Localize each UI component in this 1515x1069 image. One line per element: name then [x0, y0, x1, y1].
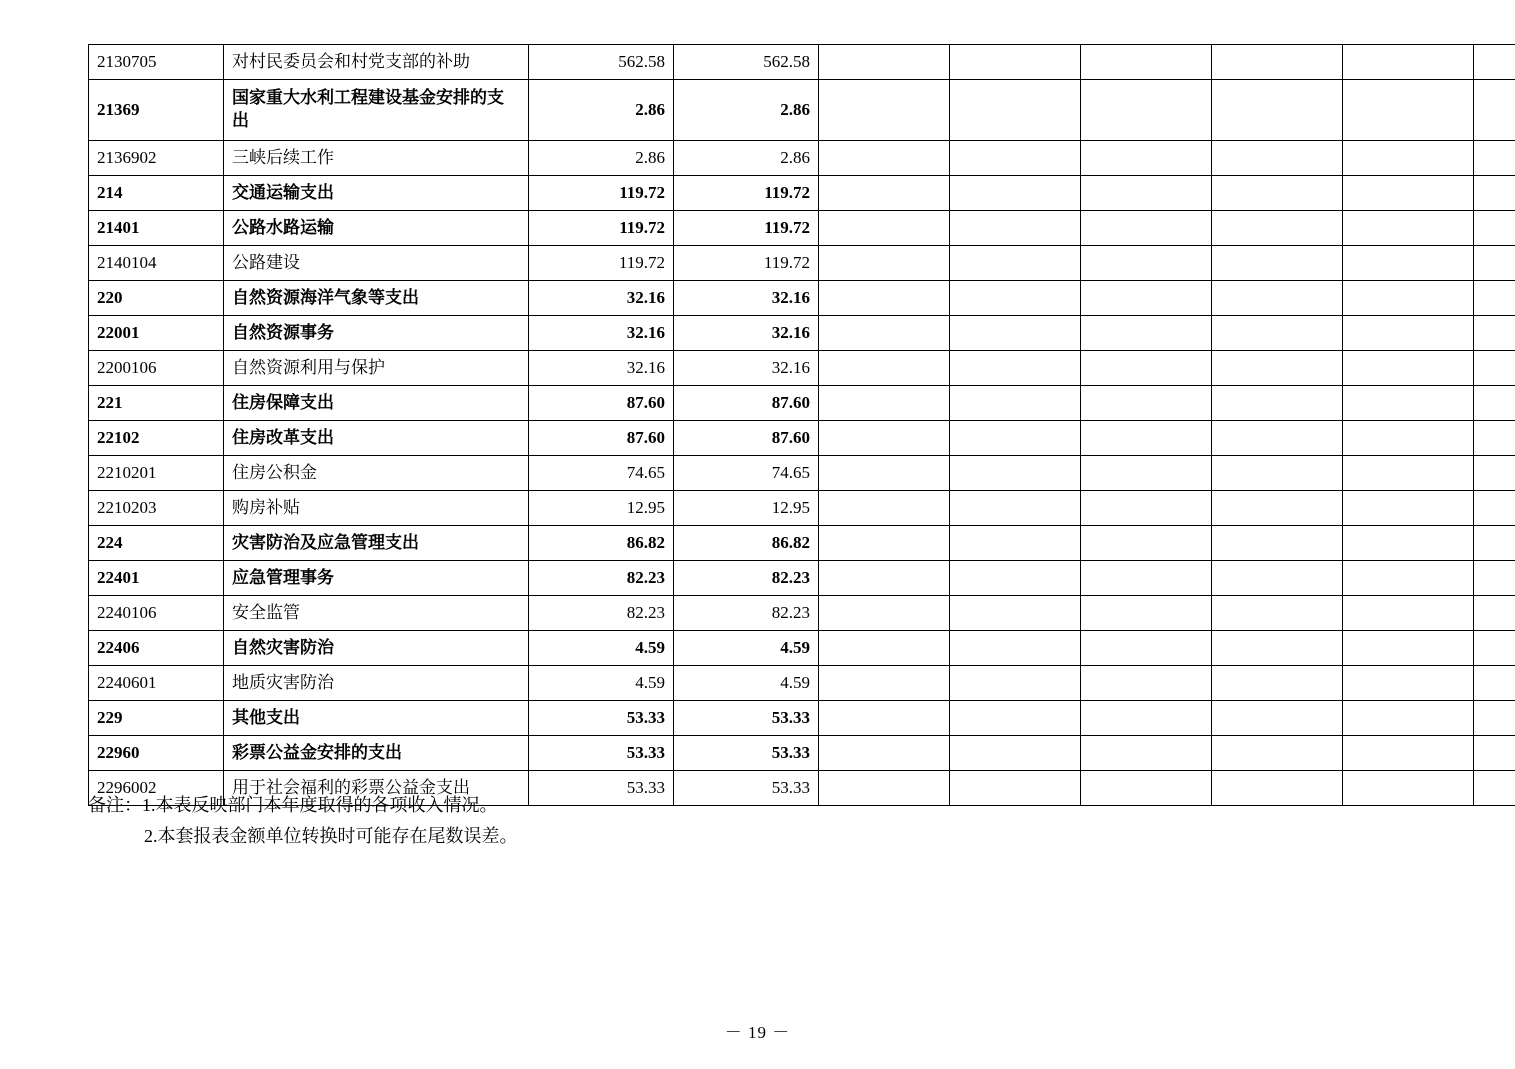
- cell-code: 22401: [89, 561, 224, 596]
- cell-value-1: 86.82: [529, 526, 674, 561]
- cell-value-1: 82.23: [529, 561, 674, 596]
- cell-value-1: 4.59: [529, 631, 674, 666]
- cell-empty: [1343, 596, 1474, 631]
- cell-empty: [1474, 736, 1515, 771]
- cell-value-2: 2.86: [674, 141, 819, 176]
- cell-name: 自然资源利用与保护: [224, 351, 529, 386]
- cell-empty: [1474, 316, 1515, 351]
- cell-empty: [1081, 351, 1212, 386]
- cell-empty: [819, 631, 950, 666]
- cell-code: 2240601: [89, 666, 224, 701]
- table-row: [89, 631, 1515, 666]
- cell-empty: [1212, 631, 1343, 666]
- cell-name: 自然灾害防治: [224, 631, 529, 666]
- cell-name: 安全监管: [224, 596, 529, 631]
- cell-empty: [1474, 561, 1515, 596]
- cell-empty: [1081, 386, 1212, 421]
- cell-empty: [1081, 631, 1212, 666]
- table-row: [89, 176, 1515, 211]
- cell-name: 自然资源海洋气象等支出: [224, 281, 529, 316]
- cell-name: 对村民委员会和村党支部的补助: [224, 45, 529, 80]
- cell-empty: [950, 631, 1081, 666]
- cell-code: 21369: [89, 80, 224, 141]
- cell-value-1: 32.16: [529, 316, 674, 351]
- cell-empty: [1212, 141, 1343, 176]
- note-line-2: 2.本套报表金额单位转换时可能存在尾数误差。: [144, 825, 518, 846]
- cell-empty: [1081, 141, 1212, 176]
- cell-value-2: 12.95: [674, 491, 819, 526]
- cell-empty: [1343, 701, 1474, 736]
- table-row: [89, 316, 1515, 351]
- cell-empty: [950, 176, 1081, 211]
- cell-name: 国家重大水利工程建设基金安排的支出: [224, 80, 529, 141]
- cell-code: 22960: [89, 736, 224, 771]
- cell-value-2: 119.72: [674, 211, 819, 246]
- cell-code: 2136902: [89, 141, 224, 176]
- cell-empty: [1212, 666, 1343, 701]
- cell-value-1: 2.86: [529, 141, 674, 176]
- cell-name: 彩票公益金安排的支出: [224, 736, 529, 771]
- cell-empty: [819, 45, 950, 80]
- cell-value-2: 32.16: [674, 351, 819, 386]
- cell-empty: [1474, 631, 1515, 666]
- cell-name: 用于社会福利的彩票公益金支出: [224, 771, 529, 806]
- cell-value-2: 74.65: [674, 456, 819, 491]
- cell-empty: [819, 176, 950, 211]
- cell-empty: [1474, 596, 1515, 631]
- cell-name: 购房补贴: [224, 491, 529, 526]
- cell-empty: [1343, 351, 1474, 386]
- cell-empty: [1081, 45, 1212, 80]
- cell-empty: [1343, 631, 1474, 666]
- cell-empty: [1343, 176, 1474, 211]
- cell-empty: [1081, 456, 1212, 491]
- table-row: [89, 526, 1515, 561]
- table-row: [89, 281, 1515, 316]
- cell-empty: [1212, 316, 1343, 351]
- cell-empty: [1474, 666, 1515, 701]
- table-row: [89, 456, 1515, 491]
- cell-empty: [1081, 561, 1212, 596]
- cell-name: 住房改革支出: [224, 421, 529, 456]
- cell-empty: [950, 666, 1081, 701]
- cell-code: 224: [89, 526, 224, 561]
- cell-value-1: 119.72: [529, 211, 674, 246]
- cell-value-2: 82.23: [674, 596, 819, 631]
- cell-code: 221: [89, 386, 224, 421]
- cell-empty: [950, 246, 1081, 281]
- cell-empty: [950, 596, 1081, 631]
- expenditure-table: [88, 44, 1515, 806]
- cell-empty: [1343, 246, 1474, 281]
- cell-empty: [1343, 316, 1474, 351]
- cell-empty: [1474, 526, 1515, 561]
- cell-empty: [1474, 386, 1515, 421]
- cell-empty: [950, 351, 1081, 386]
- cell-empty: [1212, 491, 1343, 526]
- cell-name: 三峡后续工作: [224, 141, 529, 176]
- cell-empty: [1081, 701, 1212, 736]
- cell-empty: [1474, 176, 1515, 211]
- cell-empty: [1474, 80, 1515, 141]
- cell-code: 2210203: [89, 491, 224, 526]
- cell-value-2: 53.33: [674, 771, 819, 806]
- cell-empty: [1081, 421, 1212, 456]
- cell-value-1: 119.72: [529, 246, 674, 281]
- cell-empty: [1212, 421, 1343, 456]
- cell-empty: [950, 141, 1081, 176]
- cell-empty: [950, 45, 1081, 80]
- table-row: [89, 736, 1515, 771]
- cell-empty: [1343, 211, 1474, 246]
- cell-empty: [1212, 176, 1343, 211]
- cell-value-2: 4.59: [674, 631, 819, 666]
- cell-empty: [1474, 211, 1515, 246]
- cell-value-2: 32.16: [674, 316, 819, 351]
- cell-name: 公路建设: [224, 246, 529, 281]
- cell-name: 其他支出: [224, 701, 529, 736]
- table-row: [89, 701, 1515, 736]
- cell-empty: [819, 316, 950, 351]
- cell-empty: [819, 421, 950, 456]
- cell-value-1: 74.65: [529, 456, 674, 491]
- table-row: [89, 351, 1515, 386]
- cell-code: 22102: [89, 421, 224, 456]
- cell-name: 地质灾害防治: [224, 666, 529, 701]
- table-row: [89, 211, 1515, 246]
- cell-name: 住房公积金: [224, 456, 529, 491]
- cell-empty: [1474, 421, 1515, 456]
- cell-value-1: 119.72: [529, 176, 674, 211]
- cell-empty: [1343, 45, 1474, 80]
- cell-empty: [819, 526, 950, 561]
- cell-empty: [950, 316, 1081, 351]
- cell-empty: [950, 701, 1081, 736]
- cell-code: 2140104: [89, 246, 224, 281]
- cell-value-1: 32.16: [529, 351, 674, 386]
- cell-name: 公路水路运输: [224, 211, 529, 246]
- cell-empty: [1081, 246, 1212, 281]
- table-row: [89, 421, 1515, 456]
- cell-value-2: 87.60: [674, 386, 819, 421]
- cell-value-1: 87.60: [529, 386, 674, 421]
- cell-empty: [950, 211, 1081, 246]
- cell-code: 2130705: [89, 45, 224, 80]
- cell-empty: [950, 80, 1081, 141]
- cell-empty: [1081, 176, 1212, 211]
- cell-code: 2210201: [89, 456, 224, 491]
- cell-empty: [1474, 246, 1515, 281]
- cell-code: 2240106: [89, 596, 224, 631]
- cell-empty: [819, 351, 950, 386]
- cell-empty: [950, 456, 1081, 491]
- table-row: [89, 141, 1515, 176]
- cell-empty: [819, 561, 950, 596]
- cell-empty: [1474, 771, 1515, 806]
- table-row: [89, 45, 1515, 80]
- table-row: [89, 80, 1515, 141]
- cell-empty: [1474, 351, 1515, 386]
- cell-empty: [1212, 211, 1343, 246]
- cell-empty: [819, 596, 950, 631]
- cell-empty: [1212, 45, 1343, 80]
- cell-name: 交通运输支出: [224, 176, 529, 211]
- cell-code: 229: [89, 701, 224, 736]
- cell-empty: [1343, 80, 1474, 141]
- cell-empty: [1081, 596, 1212, 631]
- cell-empty: [1212, 561, 1343, 596]
- cell-empty: [819, 281, 950, 316]
- cell-code: 220: [89, 281, 224, 316]
- cell-value-1: 562.58: [529, 45, 674, 80]
- table-row: [89, 666, 1515, 701]
- table-row: [89, 386, 1515, 421]
- cell-value-2: 87.60: [674, 421, 819, 456]
- cell-empty: [1343, 281, 1474, 316]
- cell-name: 灾害防治及应急管理支出: [224, 526, 529, 561]
- cell-code: 214: [89, 176, 224, 211]
- cell-empty: [1212, 526, 1343, 561]
- cell-value-2: 86.82: [674, 526, 819, 561]
- cell-empty: [1343, 491, 1474, 526]
- cell-empty: [1474, 45, 1515, 80]
- cell-empty: [1343, 736, 1474, 771]
- cell-value-1: 87.60: [529, 421, 674, 456]
- cell-value-2: 119.72: [674, 176, 819, 211]
- cell-code: 2200106: [89, 351, 224, 386]
- cell-empty: [1212, 281, 1343, 316]
- cell-empty: [1474, 701, 1515, 736]
- cell-value-2: 119.72: [674, 246, 819, 281]
- cell-value-1: 53.33: [529, 701, 674, 736]
- table-row: [89, 246, 1515, 281]
- table-notes: [88, 790, 1428, 851]
- cell-value-1: 53.33: [529, 771, 674, 806]
- cell-empty: [1081, 666, 1212, 701]
- cell-empty: [819, 386, 950, 421]
- cell-value-2: 32.16: [674, 281, 819, 316]
- cell-value-1: 12.95: [529, 491, 674, 526]
- cell-empty: [950, 526, 1081, 561]
- cell-empty: [1212, 736, 1343, 771]
- cell-empty: [819, 141, 950, 176]
- cell-empty: [819, 211, 950, 246]
- cell-empty: [1081, 316, 1212, 351]
- cell-value-1: 2.86: [529, 80, 674, 141]
- cell-value-2: 2.86: [674, 80, 819, 141]
- cell-empty: [1212, 351, 1343, 386]
- cell-empty: [1212, 456, 1343, 491]
- page-number: － 19 －: [724, 1023, 791, 1042]
- cell-value-1: 4.59: [529, 666, 674, 701]
- cell-value-2: 562.58: [674, 45, 819, 80]
- cell-empty: [819, 80, 950, 141]
- cell-empty: [1212, 386, 1343, 421]
- cell-empty: [1081, 281, 1212, 316]
- cell-empty: [1343, 526, 1474, 561]
- cell-code: 2296002: [89, 771, 224, 806]
- cell-empty: [1343, 141, 1474, 176]
- cell-value-2: 53.33: [674, 736, 819, 771]
- cell-empty: [1212, 246, 1343, 281]
- cell-empty: [1212, 701, 1343, 736]
- cell-empty: [819, 491, 950, 526]
- note-line-1: 备注：1.本表反映部门本年度取得的各项收入情况。: [88, 795, 498, 815]
- cell-empty: [1343, 386, 1474, 421]
- cell-value-2: 4.59: [674, 666, 819, 701]
- cell-value-1: 53.33: [529, 736, 674, 771]
- cell-empty: [819, 456, 950, 491]
- cell-empty: [1343, 456, 1474, 491]
- cell-empty: [950, 561, 1081, 596]
- cell-value-1: 32.16: [529, 281, 674, 316]
- cell-code: 21401: [89, 211, 224, 246]
- cell-empty: [1081, 491, 1212, 526]
- cell-empty: [1343, 421, 1474, 456]
- cell-empty: [819, 246, 950, 281]
- cell-value-2: 53.33: [674, 701, 819, 736]
- table-body: [89, 45, 1515, 806]
- cell-value-1: 82.23: [529, 596, 674, 631]
- cell-empty: [1212, 80, 1343, 141]
- cell-empty: [1343, 666, 1474, 701]
- cell-empty: [1081, 80, 1212, 141]
- cell-empty: [1081, 736, 1212, 771]
- cell-empty: [1474, 456, 1515, 491]
- cell-empty: [1081, 211, 1212, 246]
- table-row: [89, 561, 1515, 596]
- cell-name: 应急管理事务: [224, 561, 529, 596]
- cell-empty: [819, 736, 950, 771]
- cell-code: 22001: [89, 316, 224, 351]
- cell-empty: [1081, 526, 1212, 561]
- cell-empty: [819, 666, 950, 701]
- table-row: [89, 596, 1515, 631]
- cell-empty: [1474, 141, 1515, 176]
- cell-empty: [1474, 491, 1515, 526]
- cell-code: 22406: [89, 631, 224, 666]
- cell-empty: [950, 281, 1081, 316]
- cell-name: 自然资源事务: [224, 316, 529, 351]
- table-row: [89, 491, 1515, 526]
- cell-value-2: 82.23: [674, 561, 819, 596]
- cell-empty: [950, 386, 1081, 421]
- cell-empty: [1474, 281, 1515, 316]
- cell-empty: [950, 421, 1081, 456]
- cell-empty: [819, 701, 950, 736]
- cell-empty: [1212, 596, 1343, 631]
- cell-empty: [1343, 561, 1474, 596]
- cell-empty: [950, 736, 1081, 771]
- cell-name: 住房保障支出: [224, 386, 529, 421]
- cell-empty: [950, 491, 1081, 526]
